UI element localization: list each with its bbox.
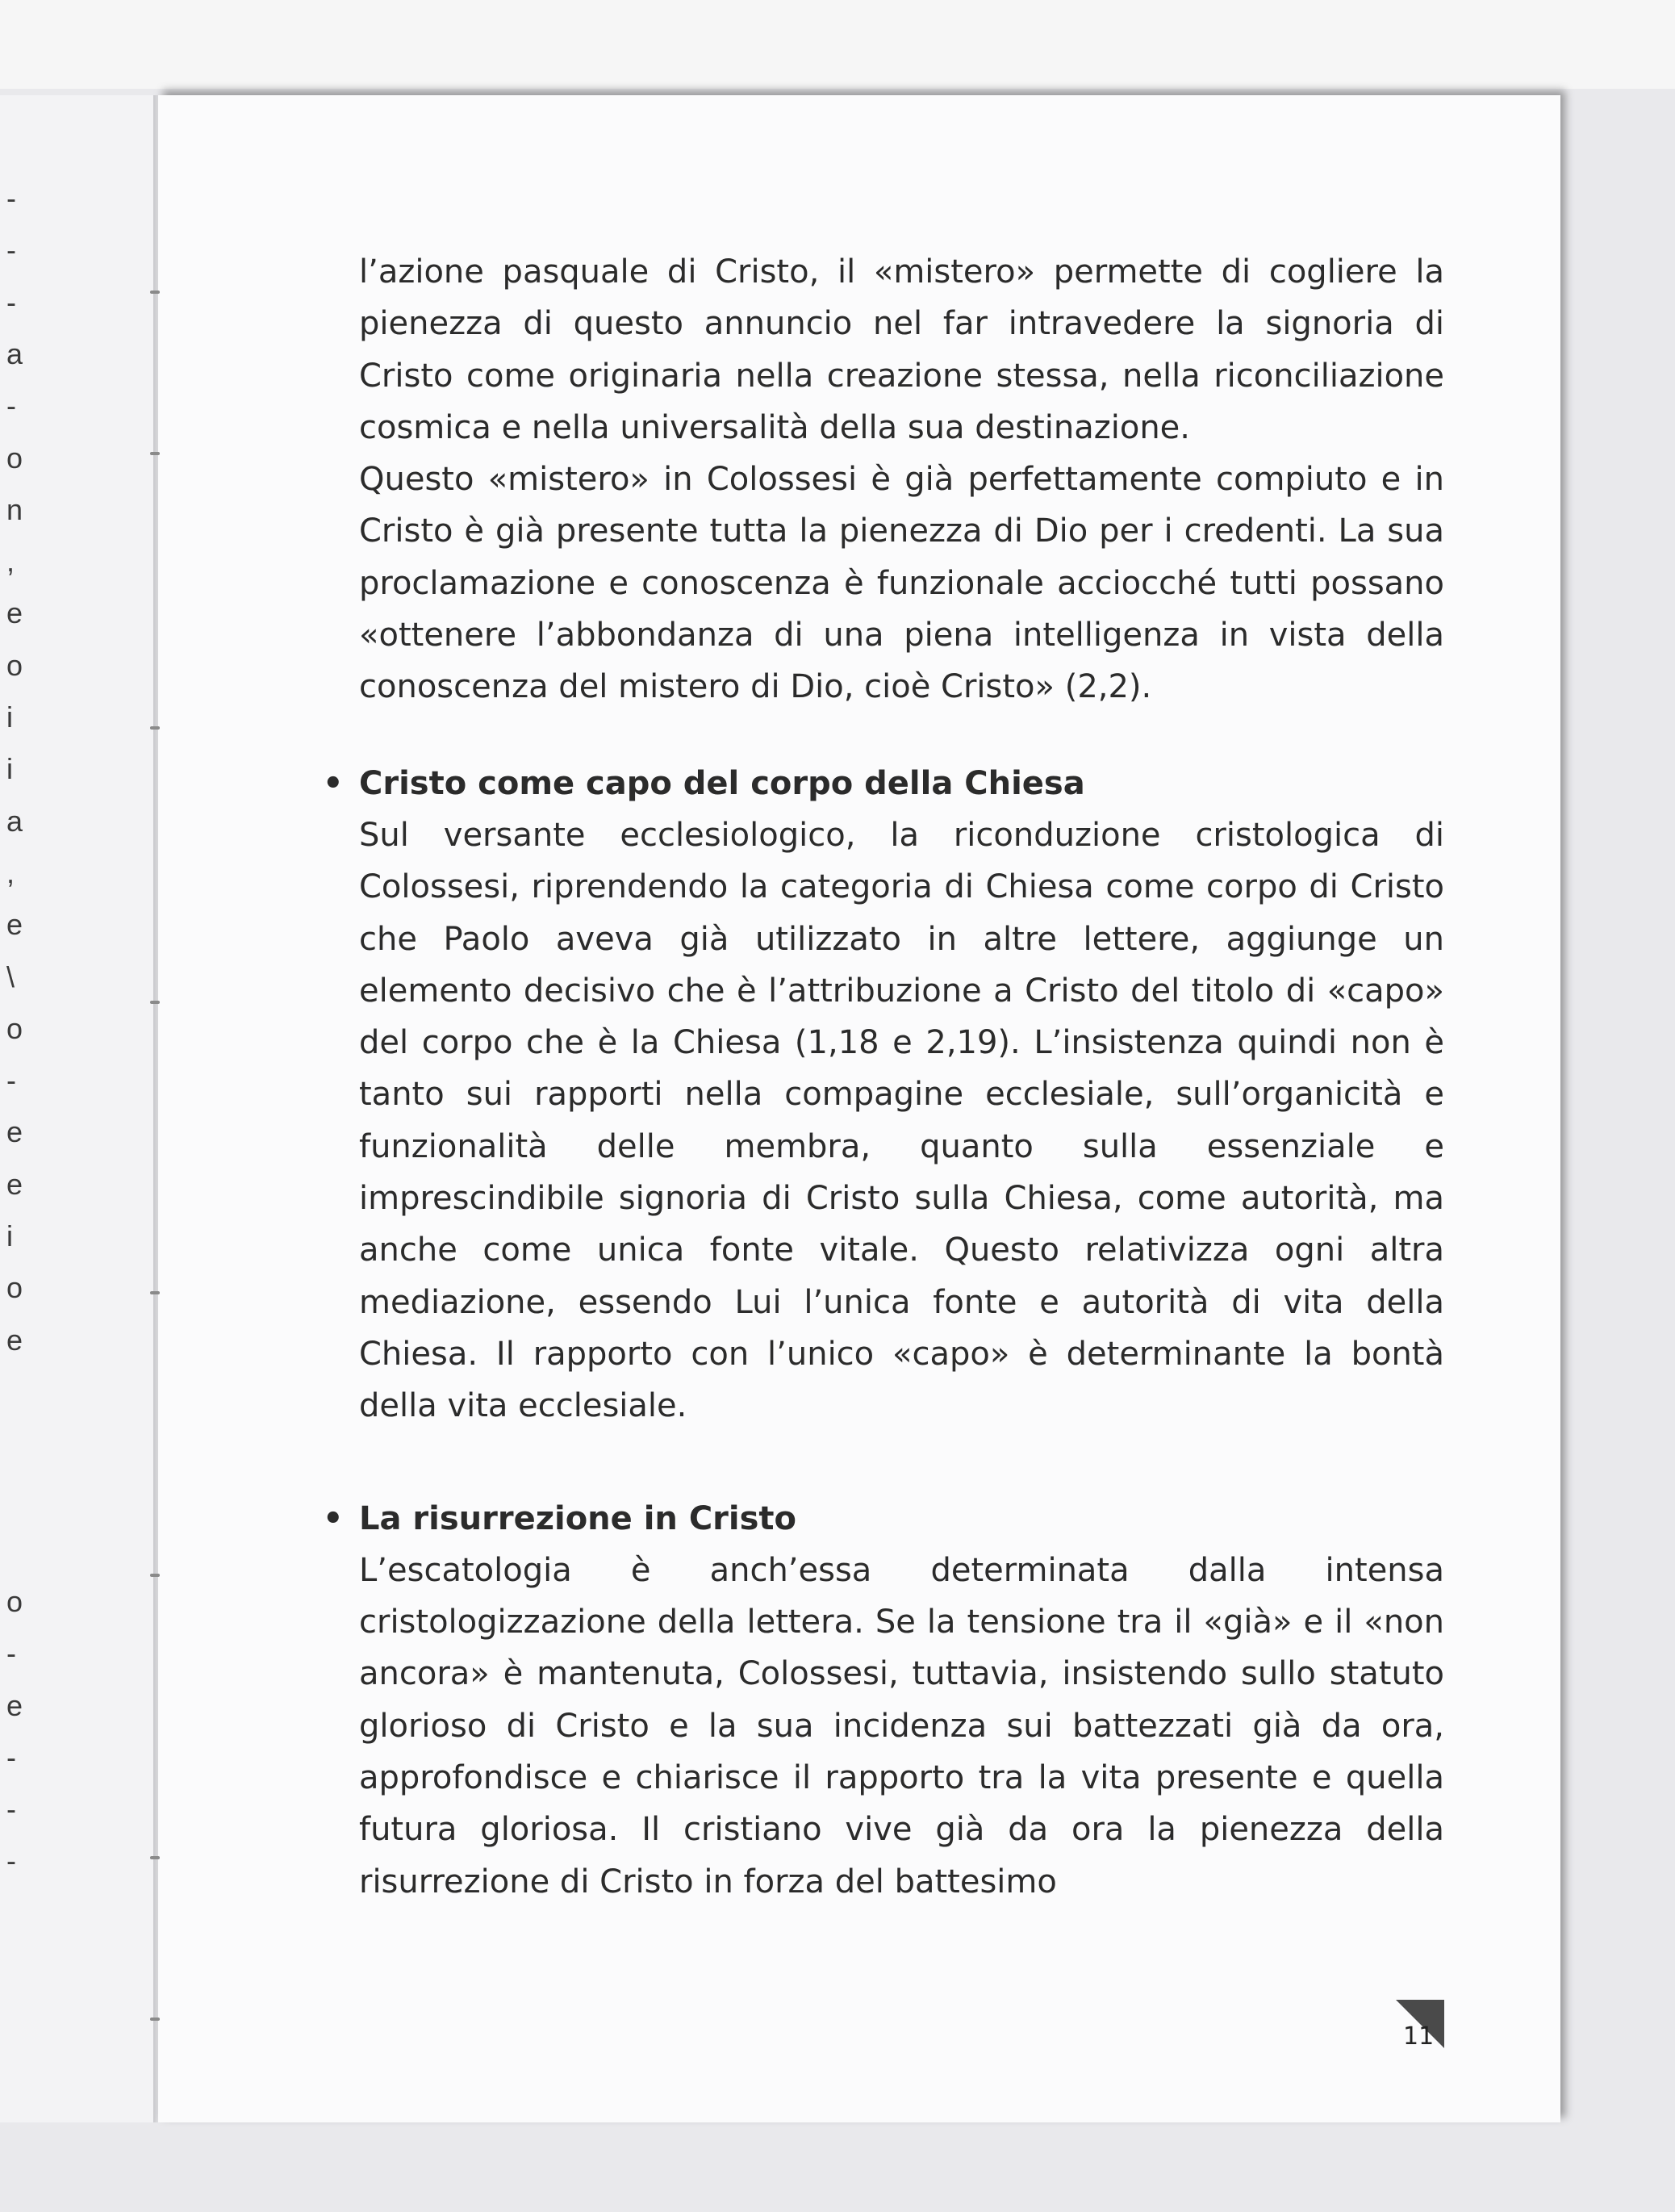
spine-stitch [150,1001,160,1004]
spine-stitch [150,726,160,730]
spine-stitch [150,452,160,455]
scan-background [0,0,1675,89]
facing-page-char: - [6,1740,16,1774]
facing-page-char: a [6,337,23,370]
spine-stitch [150,291,160,294]
facing-page-char: e [6,1323,23,1357]
facing-page-char: n [6,492,23,526]
facing-page-char: o [6,1584,23,1618]
facing-page-char: e [6,1167,23,1201]
facing-page-char: i [6,752,13,786]
section-body-church: Sul versante ecclesiologico, la riconduzione cristologica di Colossesi, riprendendo la categoria di Chiesa come corpo di Cristo che Paolo aveva già utilizzato in altre lettere, aggiunge un elemento decisivo che è l’attribuzione a Cristo del titolo di «capo» del corpo che è la Chiesa (1,18 e 2,19). L’insistenza quindi non è tanto sui rapporti nella compagine ecclesiale, sull’organicità e funzionalità delle membra, quanto sulla essenziale e imprescindibile signoria di Cristo sulla Chiesa, come autorità, ma anche come unica fonte vitale. Questo relativizza ogni altra mediazione, essendo Lui l’unica fonte e autorità di vita della Chiesa. Il rapporto con l’unico «capo» è determinante la bontà della vita ecclesiale. [359,816,1444,1425]
spine-stitch [150,1291,160,1294]
page-text [323,246,1444,1908]
bullet-icon: • [323,764,344,802]
page-number: 11 [1403,2022,1435,2051]
bullet-icon: • [323,1499,344,1537]
section-heading-church [323,758,1444,809]
section-spacer [359,713,1444,758]
facing-page-char: - [6,285,16,319]
facing-page-edge [0,95,155,2122]
facing-page-char: e [6,1688,23,1722]
paragraph-mystery: Questo «mistero» in Colossesi è già perfettamente compiuto e in Cristo è già presente tutta la pienezza di Dio per i credenti. La sua proclamazione e conoscenza è funzionale acciocché tutti possano «ottenere l’abbondanza di una piena intelligenza in vista della conoscenza del mistero di Dio, cioè Cristo» (2,2). [359,461,1444,706]
facing-page-char: , [6,855,15,889]
facing-page-char: e [6,1115,23,1149]
facing-page-char: o [6,441,23,475]
facing-page-char: a [6,804,23,838]
spine-stitch [150,1574,160,1577]
facing-page-char: i [6,1219,13,1252]
facing-page-char: - [6,389,16,423]
facing-page-char: - [6,1792,16,1826]
facing-page-char: - [6,182,16,215]
spine-stitch [150,1856,160,1859]
facing-page-char: i [6,700,13,734]
facing-page-char: - [6,1064,16,1098]
section-heading-resurrection [323,1493,1444,1545]
section-spacer [359,1432,1444,1493]
facing-page-char: - [6,1637,16,1670]
facing-page-char: e [6,596,23,630]
section-body-resurrection: L’escatologia è anch’essa determinata dalla intensa cristologizzazione della lettera. Se la tensione tra il «già» e il «non ancora» è mantenuta, Colossesi, tuttavia, insistendo sullo statuto glorioso di Cristo e la sua incidenza sui battezzati già da ora, approfondisce e chiarisce il rapporto tra la vita presente e quella futura gloriosa. Il cristiano vive già da ora la pienezza della risurrezione di Cristo in forza del battesimo [359,1551,1444,1900]
spine-stitch [150,2018,160,2021]
facing-page-char: \ [6,960,15,993]
facing-page-char: o [6,648,23,682]
facing-page-char: o [6,1271,23,1305]
facing-page-char: , [6,545,15,579]
facing-page-char: e [6,908,23,942]
facing-page-char: o [6,1011,23,1045]
facing-page-char: - [6,233,16,267]
facing-page-char: - [6,1844,16,1878]
heading-text: Cristo come capo del corpo della Chiesa [359,764,1085,802]
paragraph-intro: l’azione pasquale di Cristo, il «mistero» permette di cogliere la pienezza di questo annuncio nel far intravedere la signoria di Cristo come originaria nella creazione stessa, nella riconciliazione cosmica e nella universalità della sua destinazione. [359,253,1444,446]
heading-text: La risurrezione in Cristo [359,1499,797,1537]
